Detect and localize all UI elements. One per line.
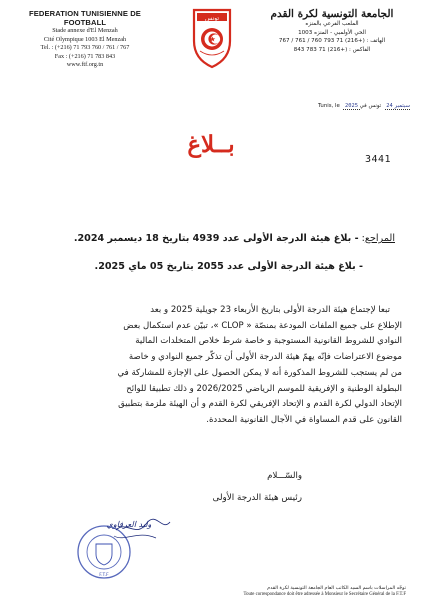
body-line: موضوع الاعتراضات فإنّه يهمّ هيئة الدرجة الأولى أن تذكّر جميع النوادي و خاصة (128, 352, 402, 363)
body-line: البطولة الوطنية و الإفريقية للموسم الرياضي 2026/2025 و ذلك تطبيقا للوائح (126, 383, 402, 394)
address-line: Stade annexe d'El Menzah (52, 27, 118, 34)
reference-number: 3441 (365, 154, 392, 165)
phone-line: Tel. : (+216) 71 793 760 / 761 / 767 (40, 44, 130, 52)
fax-line-ar: الفاكس : (+216) 71 783 843 (293, 46, 371, 53)
address-line-ar: الحي الأولمبي - المنزه 1003 (298, 29, 366, 36)
reference-line-1: المراجع: - بلاغ هيئة الدرجة الأولى عدد 4939 بتاريخ 18 ديسمبر 2024. (73, 233, 395, 244)
federation-name-fr: FEDERATION TUNISIENNE DE FOOTBALL (29, 9, 141, 27)
date-year: 2025 (344, 103, 358, 109)
date-line (318, 103, 410, 109)
address-line: Cité Olympique 1003 El Menzah (43, 35, 127, 43)
closing-salutation: والسّـــلام (267, 471, 302, 481)
logo-label: تونس (204, 15, 220, 22)
reference-line-2 (35, 253, 395, 281)
address-line-ar: الملعب الفرعي بالمنزه (305, 21, 359, 27)
document-title: بــلاغ (187, 131, 235, 158)
body-line: الإطلاع على جميع الملفات المودعة بمنصّة « CLOP »، تبيّن عدم استكمال بعض (123, 320, 402, 331)
fax-line: Fax : (+216) 71 783 843 (54, 52, 116, 60)
phone-line-ar: الهاتف : (+216) 71 793 760 / 761 / 767 (278, 38, 386, 44)
body-line: القانون على قدم المساواة في الآجال القانونية المحددة. (206, 414, 402, 425)
date-month: سبتمبر (394, 103, 410, 109)
date-day: 24 (386, 103, 393, 109)
reference-2: - بلاغ هيئة الدرجة الأولى عدد 2055 بتاريخ 05 ماي 2025. (94, 261, 363, 272)
website-line: www.ftf.org.tn (66, 61, 104, 69)
body-line: تبعا لإجتماع هيئة الدرجة الأولى بتاريخ الأربعاء 23 جويلية 2025 و بعد (150, 305, 390, 315)
stamp-center-text: F.T.F (99, 573, 109, 578)
footer (244, 586, 406, 599)
references-label: المراجع (364, 233, 395, 244)
handwritten-signature: وليد العرفاوي (106, 520, 152, 529)
date-city-fr: Tunis, le (317, 103, 340, 109)
federation-name-ar: الجامعة التونسية لكرة القدم (270, 8, 394, 20)
footer-ar: توجّه المراسلات باسم السيد الكاتب العام الجامعة التونسية لكرة القدم (267, 586, 406, 591)
footer-fr: Toute correspondance doit être adressée à Monsieur le Secrétaire Général de la F.T.F (243, 592, 406, 598)
header-right (252, 8, 412, 54)
date-city-ar: تونس في (359, 103, 382, 109)
references-block (35, 225, 395, 281)
official-stamp (66, 516, 196, 584)
ftf-logo (188, 7, 236, 69)
signatory-title: رئيس هيئة الدرجة الأولى (212, 493, 302, 503)
reference-1: - بلاغ هيئة الدرجة الأولى عدد 4939 بتاريخ 18 ديسمبر 2024. (73, 233, 359, 244)
header-left (10, 9, 160, 70)
body-line: النوادي للشروط القانونية المستوجبة و خاصة شرط خلاص المتخلدات المالية (135, 336, 402, 347)
body-line: الإتحاد الدولي لكرة القدم و الإتحاد الإفريقي لكرة القدم و أن الهيئة ملزمة بتطبيق (118, 399, 402, 410)
body-line: من لم يستجب للشروط المذكورة أنه لا يمكن الحصول على الإجازة للمشاركة في (117, 367, 402, 378)
body-paragraph (18, 303, 402, 429)
